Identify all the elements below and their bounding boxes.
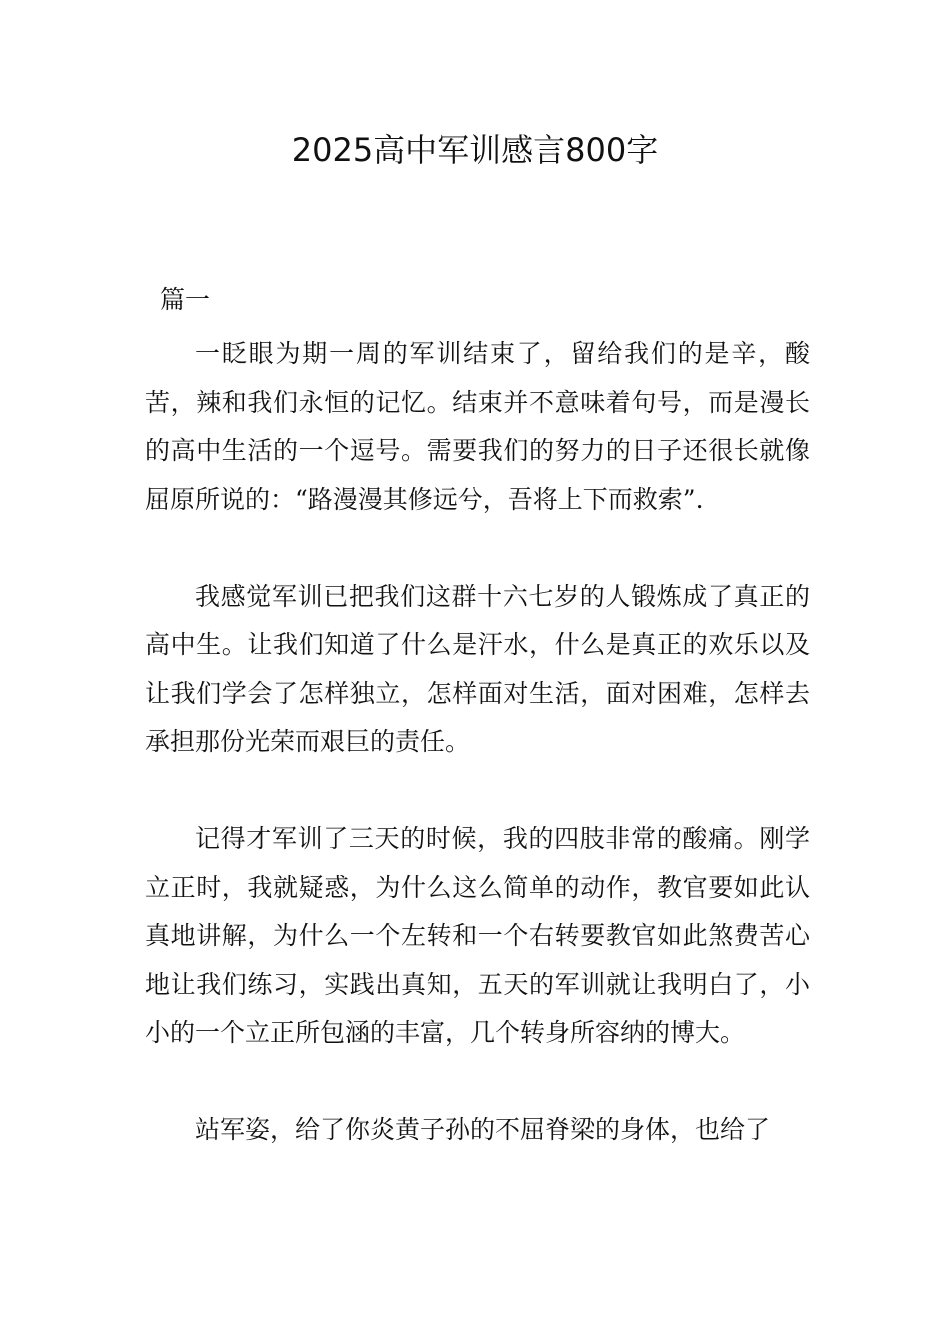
section-label: 篇一: [160, 285, 211, 314]
paragraph-2: 我感觉军训已把我们这群十六七岁的人锻炼成了真正的高中生。让我们知道了什么是汗水，什么是真正的欢乐以及让我们学会了怎样独立，怎样面对生活，面对困难，怎样去承担那份光荣而艰巨的责任。: [145, 581, 810, 756]
paragraph-4: 站军姿，给了你炎黄子孙的不屈脊梁的身体，也给了: [195, 1115, 771, 1144]
paragraph-3: 记得才军训了三天的时候，我的四肢非常的酸痛。刚学立正时，我就疑惑，为什么这么简单的动作，教官要如此认真地讲解，为什么一个左转和一个右转要教官如此煞费苦心地让我们练习，实践出真知，五天的军训就让我明白了，小小的一个立正所包涵的丰富，几个转身所容纳的博大。: [145, 824, 810, 1047]
document-title: 2025高中军训感言800字: [291, 131, 659, 169]
document-body: [145, 330, 810, 1203]
paragraph-1: 一眨眼为期一周的军训结束了，留给我们的是辛，酸苦，辣和我们永恒的记忆。结束并不意味着句号，而是漫长的高中生活的一个逗号。需要我们的努力的日子还很长就像屈原所说的：“路漫漫其修远兮，吾将上下而救索”.: [145, 339, 810, 514]
